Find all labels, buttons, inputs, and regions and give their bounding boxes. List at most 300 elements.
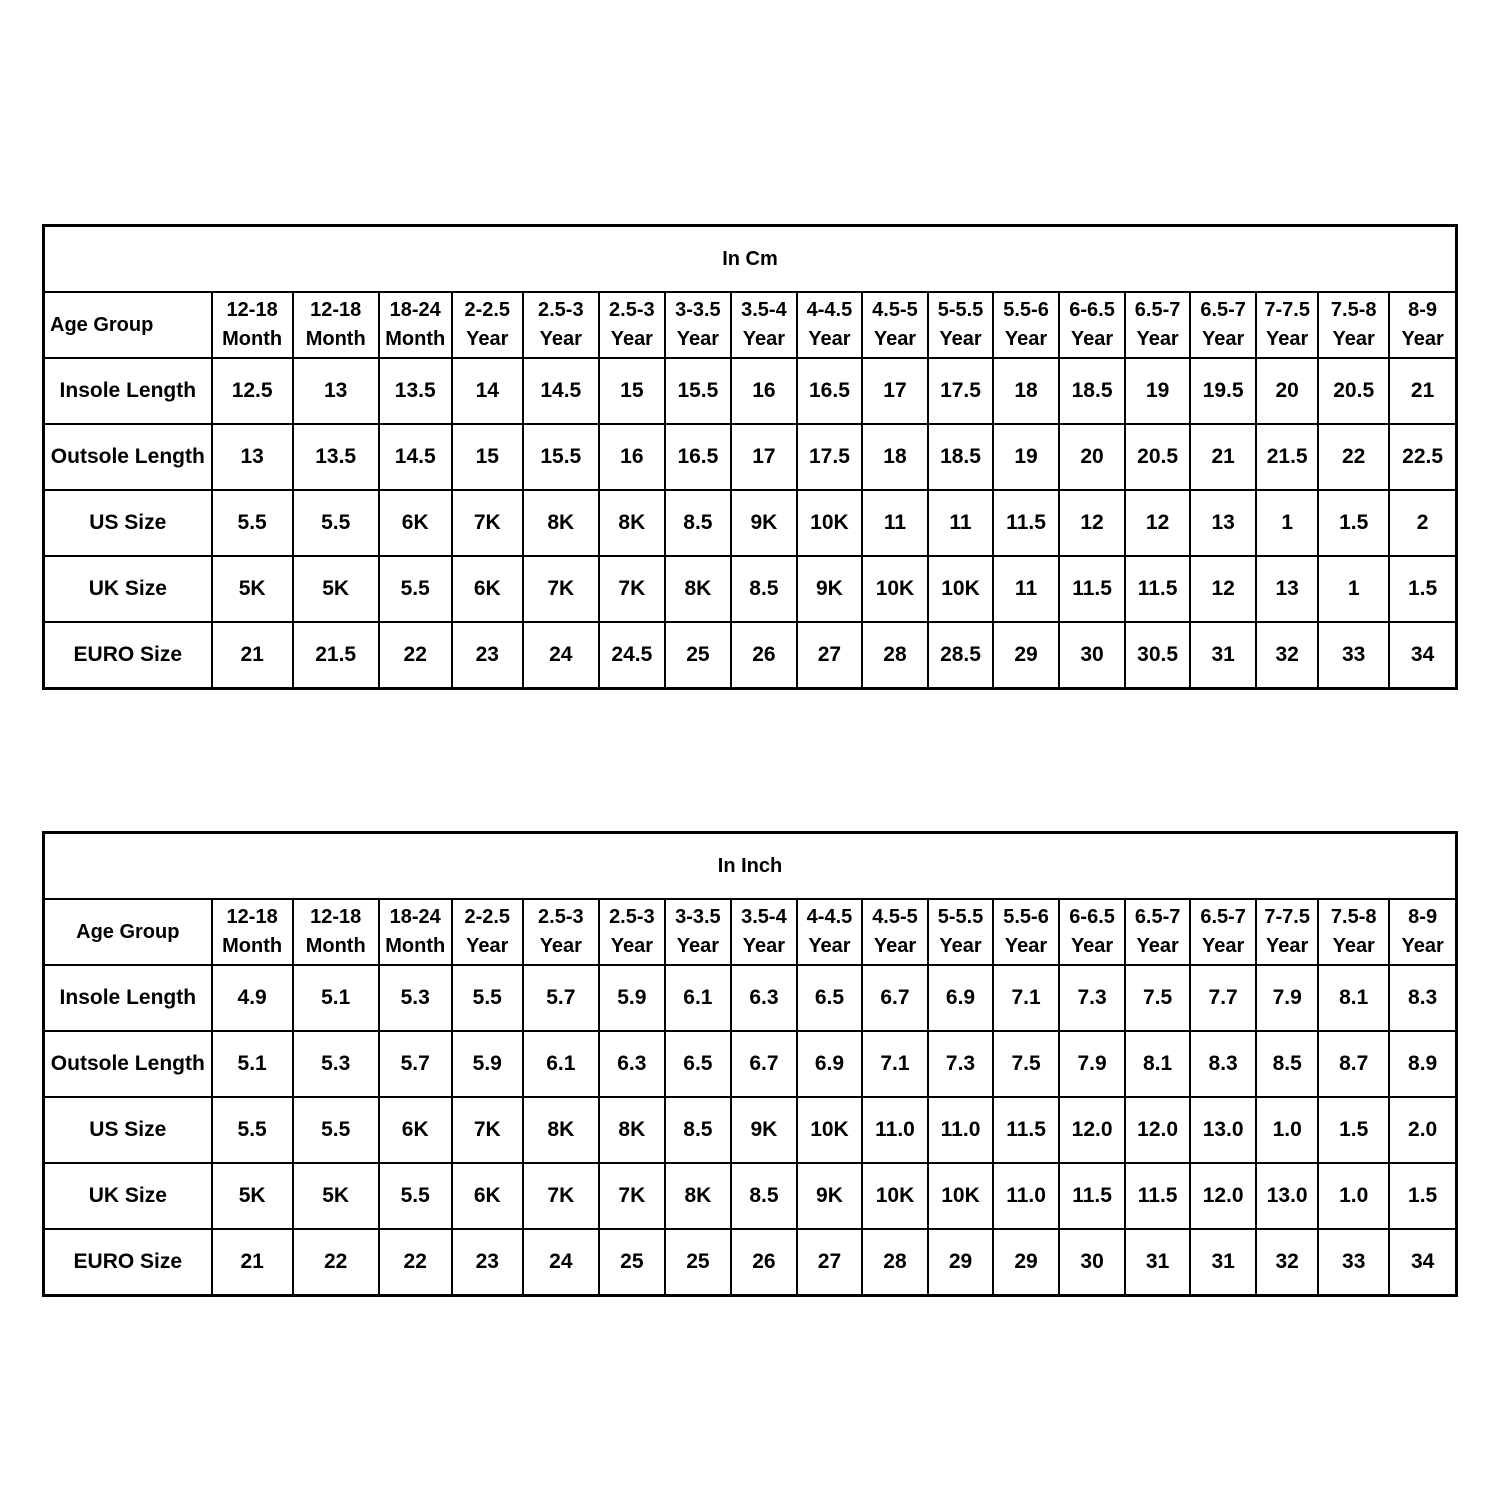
table-cell: 5.5 (379, 556, 452, 622)
table-cell: 18 (862, 424, 928, 490)
table-cell: 7.1 (993, 965, 1059, 1031)
table-cell: 18.5 (1059, 358, 1125, 424)
table-cell: 8K (523, 490, 599, 556)
table-cell: 6.3 (731, 965, 797, 1031)
table-cell: 23 (452, 1229, 523, 1296)
age-group-header (293, 899, 379, 965)
table-cell: 2 (1389, 490, 1456, 556)
age-group-header (993, 292, 1059, 358)
table-cell: 21 (1389, 358, 1456, 424)
table-cell: 5K (293, 556, 379, 622)
table-cell: 13 (1256, 556, 1318, 622)
table-cell: 21 (212, 1229, 293, 1296)
table-cell: 28 (862, 1229, 928, 1296)
table-cell: 5.5 (212, 490, 293, 556)
age-range: 7.5-8 (1330, 299, 1377, 321)
table-cell: 7K (523, 556, 599, 622)
size-table-cm (42, 224, 1458, 690)
table-cell: 21.5 (293, 622, 379, 689)
age-range: 12-18 (310, 906, 362, 928)
age-group-header (665, 899, 731, 965)
age-unit: Year (466, 935, 509, 957)
table-cell: 7K (523, 1163, 599, 1229)
age-group-header (665, 292, 731, 358)
table-row (44, 1031, 1457, 1097)
table-cell: 12 (1125, 490, 1190, 556)
table-cell: 11.5 (993, 1097, 1059, 1163)
row-label: EURO Size (44, 622, 212, 689)
age-group-header (379, 899, 452, 965)
table-cell: 28.5 (928, 622, 993, 689)
table-cell: 15 (452, 424, 523, 490)
table-cell: 8.9 (1389, 1031, 1456, 1097)
age-unit: Year (539, 935, 582, 957)
table-cell: 34 (1389, 1229, 1456, 1296)
age-range: 5-5.5 (937, 299, 984, 321)
age-group-header (1125, 899, 1190, 965)
table-cell: 16 (599, 424, 665, 490)
table-cell: 10K (928, 1163, 993, 1229)
table-cell: 7.9 (1059, 1031, 1125, 1097)
age-range: 4.5-5 (872, 906, 918, 928)
table-cell: 14 (452, 358, 523, 424)
table-cell: 8.3 (1190, 1031, 1256, 1097)
table-cell: 31 (1190, 1229, 1256, 1296)
age-unit: Year (539, 328, 582, 350)
table-cell: 30 (1059, 622, 1125, 689)
table-cell: 1.5 (1389, 556, 1456, 622)
age-group-header (1059, 899, 1125, 965)
table-cell: 11.0 (862, 1097, 928, 1163)
table-cell: 7.3 (1059, 965, 1125, 1031)
age-unit: Year (1401, 935, 1444, 957)
table-cell: 7K (599, 556, 665, 622)
age-group-header (797, 292, 862, 358)
table-cell: 9K (731, 1097, 797, 1163)
table-cell: 8.1 (1125, 1031, 1190, 1097)
table-cell: 8.5 (665, 1097, 731, 1163)
age-unit: Year (742, 328, 786, 350)
table-cell: 8.5 (731, 556, 797, 622)
age-unit: Year (1201, 328, 1245, 350)
age-range: 18-24 (389, 299, 441, 321)
table-cell: 6.7 (731, 1031, 797, 1097)
age-unit: Month (222, 935, 283, 957)
age-range: 4.5-5 (872, 299, 918, 321)
age-range: 7-7.5 (1264, 299, 1310, 321)
age-range: 5.5-6 (1003, 906, 1049, 928)
row-label: US Size (44, 1097, 212, 1163)
age-unit: Year (1136, 935, 1179, 957)
table-cell: 6K (452, 1163, 523, 1229)
table-cell: 22 (379, 622, 452, 689)
table-cell: 10K (928, 556, 993, 622)
age-group-header (212, 899, 293, 965)
table-cell: 23 (452, 622, 523, 689)
age-group-header (862, 292, 928, 358)
table-cell: 25 (665, 622, 731, 689)
age-group-header (1389, 292, 1456, 358)
age-range: 6-6.5 (1069, 299, 1115, 321)
table-cell: 15.5 (523, 424, 599, 490)
table-cell: 29 (993, 622, 1059, 689)
table-cell: 13.0 (1190, 1097, 1256, 1163)
table-cell: 32 (1256, 1229, 1318, 1296)
age-group-header (293, 292, 379, 358)
table-cell: 7.9 (1256, 965, 1318, 1031)
age-group-header (1256, 899, 1318, 965)
table-cell: 28 (862, 622, 928, 689)
age-range: 6.5-7 (1200, 906, 1246, 928)
age-unit: Month (385, 935, 446, 957)
age-group-header (452, 899, 523, 965)
age-range: 2.5-3 (538, 299, 584, 321)
table-cell: 6.1 (665, 965, 731, 1031)
table-cell: 17.5 (928, 358, 993, 424)
age-group-header (928, 899, 993, 965)
age-unit: Month (305, 328, 366, 350)
table-cell: 11.5 (1125, 556, 1190, 622)
table-cell: 5.1 (212, 1031, 293, 1097)
age-group-header (523, 899, 599, 965)
table-cell: 29 (993, 1229, 1059, 1296)
table-cell: 21.5 (1256, 424, 1318, 490)
age-group-header (1318, 292, 1389, 358)
table-cell: 5K (293, 1163, 379, 1229)
age-unit: Year (1266, 328, 1309, 350)
table-cell: 5.5 (293, 490, 379, 556)
table-cell: 2.0 (1389, 1097, 1456, 1163)
age-range: 2-2.5 (464, 299, 511, 321)
age-range: 8-9 (1408, 299, 1438, 321)
age-group-header (862, 899, 928, 965)
table-cell: 18.5 (928, 424, 993, 490)
table-row (44, 1163, 1457, 1229)
table-cell: 24 (523, 1229, 599, 1296)
table-cell: 15 (599, 358, 665, 424)
age-range: 12-18 (226, 906, 278, 928)
table-cell: 27 (797, 1229, 862, 1296)
table-cell: 5.1 (293, 965, 379, 1031)
table-cell: 8K (523, 1097, 599, 1163)
table-cell: 30 (1059, 1229, 1125, 1296)
age-unit: Year (1004, 935, 1048, 957)
table-cell: 12.0 (1059, 1097, 1125, 1163)
table-cell: 7.7 (1190, 965, 1256, 1031)
table-cell: 5.5 (293, 1097, 379, 1163)
table-cell: 25 (599, 1229, 665, 1296)
table-cell: 19 (1125, 358, 1190, 424)
table-cell: 6.1 (523, 1031, 599, 1097)
age-group-header (1190, 899, 1256, 965)
size-table-inch (42, 831, 1458, 1297)
age-group-header (993, 899, 1059, 965)
age-range: 2.5-3 (538, 906, 584, 928)
table-cell: 6.3 (599, 1031, 665, 1097)
age-unit: Year (1070, 935, 1114, 957)
table-cell: 9K (797, 1163, 862, 1229)
age-group-label: Age Group (44, 292, 212, 358)
table-cell: 7.5 (993, 1031, 1059, 1097)
age-range: 2.5-3 (609, 299, 655, 321)
table-cell: 1.5 (1318, 490, 1389, 556)
age-range: 6.5-7 (1134, 906, 1181, 928)
age-range: 2.5-3 (609, 906, 655, 928)
table-title: In Inch (44, 833, 1457, 900)
table-cell: 13 (1190, 490, 1256, 556)
table-cell: 17 (731, 424, 797, 490)
table-cell: 16 (731, 358, 797, 424)
table-cell: 10K (797, 490, 862, 556)
table-cell: 11.0 (928, 1097, 993, 1163)
table-cell: 10K (797, 1097, 862, 1163)
table-cell: 8.3 (1389, 965, 1456, 1031)
table-cell: 14.5 (379, 424, 452, 490)
age-group-header (1190, 292, 1256, 358)
table-cell: 31 (1190, 622, 1256, 689)
age-unit: Year (873, 328, 917, 350)
age-group-header (452, 292, 523, 358)
table-cell: 8.1 (1318, 965, 1389, 1031)
table-cell: 5.3 (379, 965, 452, 1031)
age-range: 18-24 (389, 906, 441, 928)
table-cell: 11.5 (1059, 1163, 1125, 1229)
age-range: 6.5-7 (1134, 299, 1181, 321)
age-group-header (523, 292, 599, 358)
table-cell: 8.5 (731, 1163, 797, 1229)
age-group-header (928, 292, 993, 358)
table-cell: 9K (731, 490, 797, 556)
table-cell: 1.0 (1318, 1163, 1389, 1229)
age-range: 7.5-8 (1330, 906, 1377, 928)
table-cell: 6K (379, 1097, 452, 1163)
age-unit: Year (939, 328, 982, 350)
table-cell: 34 (1389, 622, 1456, 689)
row-label: UK Size (44, 556, 212, 622)
age-group-header (797, 899, 862, 965)
age-group-header (599, 899, 665, 965)
age-unit: Month (222, 328, 283, 350)
table-cell: 6K (452, 556, 523, 622)
table-cell: 20.5 (1125, 424, 1190, 490)
table-row (44, 1229, 1457, 1296)
table-cell: 22 (1318, 424, 1389, 490)
table-cell: 20.5 (1318, 358, 1389, 424)
age-unit: Year (466, 328, 509, 350)
table-cell: 13 (212, 424, 293, 490)
age-unit: Year (1332, 935, 1375, 957)
table-cell: 16.5 (665, 424, 731, 490)
table-cell: 6.5 (797, 965, 862, 1031)
table-cell: 6.5 (665, 1031, 731, 1097)
table-cell: 10K (862, 556, 928, 622)
row-label: US Size (44, 490, 212, 556)
table-cell: 14.5 (523, 358, 599, 424)
table-cell: 7K (452, 1097, 523, 1163)
row-label: Insole Length (44, 965, 212, 1031)
age-range: 4-4.5 (806, 299, 853, 321)
age-range: 5.5-6 (1003, 299, 1049, 321)
table-cell: 13.5 (293, 424, 379, 490)
table-cell: 5.7 (523, 965, 599, 1031)
table-cell: 24 (523, 622, 599, 689)
table-cell: 19 (993, 424, 1059, 490)
table-cell: 8K (599, 490, 665, 556)
table-cell: 22 (293, 1229, 379, 1296)
age-unit: Year (1332, 328, 1375, 350)
table-cell: 7K (452, 490, 523, 556)
table-cell: 5.9 (452, 1031, 523, 1097)
age-group-header (379, 292, 452, 358)
age-group-label: Age Group (44, 899, 212, 965)
table-cell: 1 (1318, 556, 1389, 622)
age-unit: Year (1070, 328, 1114, 350)
row-label: UK Size (44, 1163, 212, 1229)
age-unit: Year (1401, 328, 1444, 350)
age-unit: Year (1136, 328, 1179, 350)
table-cell: 6.7 (862, 965, 928, 1031)
table-cell: 22.5 (1389, 424, 1456, 490)
age-range: 8-9 (1408, 906, 1438, 928)
age-range: 7-7.5 (1264, 906, 1310, 928)
table-cell: 20 (1256, 358, 1318, 424)
table-row (44, 965, 1457, 1031)
age-group-header (599, 292, 665, 358)
table-cell: 20 (1059, 424, 1125, 490)
table-cell: 13.0 (1256, 1163, 1318, 1229)
age-unit: Year (742, 935, 786, 957)
table-cell: 7.1 (862, 1031, 928, 1097)
age-range: 5-5.5 (937, 906, 984, 928)
age-unit: Year (939, 935, 982, 957)
table-cell: 31 (1125, 1229, 1190, 1296)
table-cell: 8.5 (1256, 1031, 1318, 1097)
age-unit: Year (808, 328, 851, 350)
table-row (44, 556, 1457, 622)
table-cell: 1.0 (1256, 1097, 1318, 1163)
table-cell: 8.5 (665, 490, 731, 556)
table-cell: 33 (1318, 622, 1389, 689)
table-cell: 1.5 (1318, 1097, 1389, 1163)
table-cell: 7.3 (928, 1031, 993, 1097)
table-cell: 5.3 (293, 1031, 379, 1097)
table-cell: 6.9 (928, 965, 993, 1031)
table-cell: 11.5 (993, 490, 1059, 556)
age-range: 3-3.5 (675, 299, 721, 321)
age-range: 6-6.5 (1069, 906, 1115, 928)
table-cell: 6.9 (797, 1031, 862, 1097)
table-cell: 5.7 (379, 1031, 452, 1097)
table-cell: 12.0 (1125, 1097, 1190, 1163)
table-cell: 8.7 (1318, 1031, 1389, 1097)
age-range: 3.5-4 (741, 906, 787, 928)
age-range: 12-18 (226, 299, 278, 321)
table-cell: 30.5 (1125, 622, 1190, 689)
table-cell: 15.5 (665, 358, 731, 424)
age-group-header (731, 292, 797, 358)
table-cell: 13.5 (379, 358, 452, 424)
age-range: 2-2.5 (464, 906, 511, 928)
age-group-header (1125, 292, 1190, 358)
table-cell: 12 (1059, 490, 1125, 556)
table-cell: 4.9 (212, 965, 293, 1031)
table-cell: 21 (212, 622, 293, 689)
table-cell: 7.5 (1125, 965, 1190, 1031)
table-cell: 11.0 (993, 1163, 1059, 1229)
table-cell: 7K (599, 1163, 665, 1229)
age-group-header (1256, 292, 1318, 358)
age-group-header (731, 899, 797, 965)
age-unit: Year (1004, 328, 1048, 350)
table-cell: 19.5 (1190, 358, 1256, 424)
table-cell: 24.5 (599, 622, 665, 689)
table-cell: 5.5 (212, 1097, 293, 1163)
table-cell: 32 (1256, 622, 1318, 689)
table-row (44, 1097, 1457, 1163)
table-cell: 13 (293, 358, 379, 424)
table-cell: 1.5 (1389, 1163, 1456, 1229)
age-unit: Year (873, 935, 917, 957)
table-cell: 8K (599, 1097, 665, 1163)
age-unit: Month (305, 935, 366, 957)
table-cell: 12.0 (1190, 1163, 1256, 1229)
table-cell: 18 (993, 358, 1059, 424)
row-label: Outsole Length (44, 424, 212, 490)
table-cell: 16.5 (797, 358, 862, 424)
table-row (44, 622, 1457, 689)
age-range: 4-4.5 (806, 906, 853, 928)
table-cell: 29 (928, 1229, 993, 1296)
table-title: In Cm (44, 226, 1457, 293)
table-row (44, 490, 1457, 556)
row-label: Insole Length (44, 358, 212, 424)
table-cell: 5.5 (379, 1163, 452, 1229)
age-unit: Year (1202, 935, 1245, 957)
table-cell: 6K (379, 490, 452, 556)
age-unit: Year (610, 328, 653, 350)
table-cell: 26 (731, 622, 797, 689)
table-cell: 5.9 (599, 965, 665, 1031)
table-row (44, 358, 1457, 424)
age-unit: Year (676, 935, 720, 957)
age-group-header (1389, 899, 1456, 965)
age-range: 12-18 (310, 299, 362, 321)
table-cell: 8K (665, 1163, 731, 1229)
table-cell: 11 (862, 490, 928, 556)
table-cell: 17 (862, 358, 928, 424)
row-label: EURO Size (44, 1229, 212, 1296)
table-cell: 11.5 (1059, 556, 1125, 622)
age-unit: Year (808, 935, 851, 957)
table-cell: 27 (797, 622, 862, 689)
age-group-header (1059, 292, 1125, 358)
age-group-header (212, 292, 293, 358)
table-cell: 11 (928, 490, 993, 556)
age-range: 3.5-4 (741, 299, 787, 321)
age-unit: Year (610, 935, 653, 957)
age-range: 3-3.5 (675, 906, 721, 928)
table-cell: 25 (665, 1229, 731, 1296)
age-unit: Year (676, 328, 719, 350)
age-unit: Year (1266, 935, 1309, 957)
table-cell: 5K (212, 556, 293, 622)
table-cell: 17.5 (797, 424, 862, 490)
table-cell: 11.5 (1125, 1163, 1190, 1229)
table-cell: 10K (862, 1163, 928, 1229)
table-cell: 11 (993, 556, 1059, 622)
row-label: Outsole Length (44, 1031, 212, 1097)
age-unit: Month (385, 328, 446, 350)
